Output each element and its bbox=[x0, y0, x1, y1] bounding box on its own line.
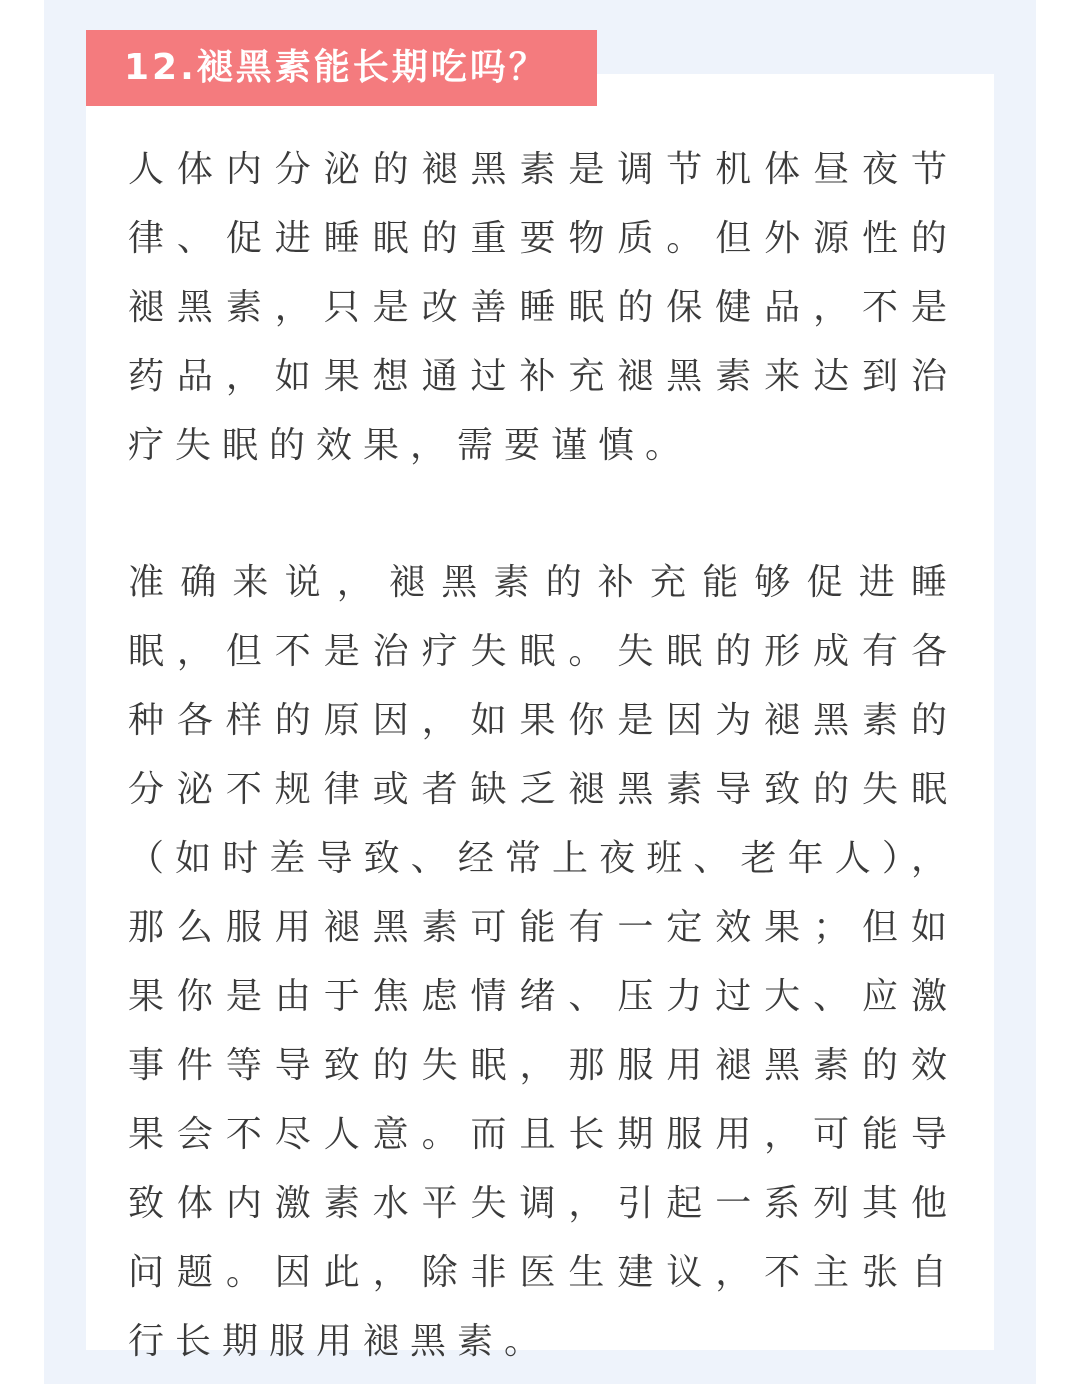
section-title: 12.褪黑素能长期吃吗？ bbox=[124, 47, 548, 88]
paragraph-1: 人体内分泌的褪黑素是调节机体昼夜节律、促进睡眠的重要物质。但外源性的褪黑素，只是改善睡眠的保健品，不是药品，如果想通过补充褪黑素来达到治疗失眠的效果，需要谨慎。 bbox=[128, 149, 958, 466]
section-title-banner bbox=[86, 30, 597, 106]
paragraph-2: 准确来说，褪黑素的补充能够促进睡眠，但不是治疗失眠。失眠的形成有各种各样的原因，如果你是因为褪黑素的分泌不规律或者缺乏褪黑素导致的失眠（如时差导致、经常上夜班、老年人），那么服用褪黑素可能有一定效果；但如果你是由于焦虑情绪、压力过大、应激事件等导致的失眠，那服用褪黑素的效果会不尽人意。而且长期服用，可能导致体内激素水平失调，引起一系列其他问题。因此，除非医生建议，不主张自行长期服用褪黑素。 bbox=[128, 562, 958, 1362]
